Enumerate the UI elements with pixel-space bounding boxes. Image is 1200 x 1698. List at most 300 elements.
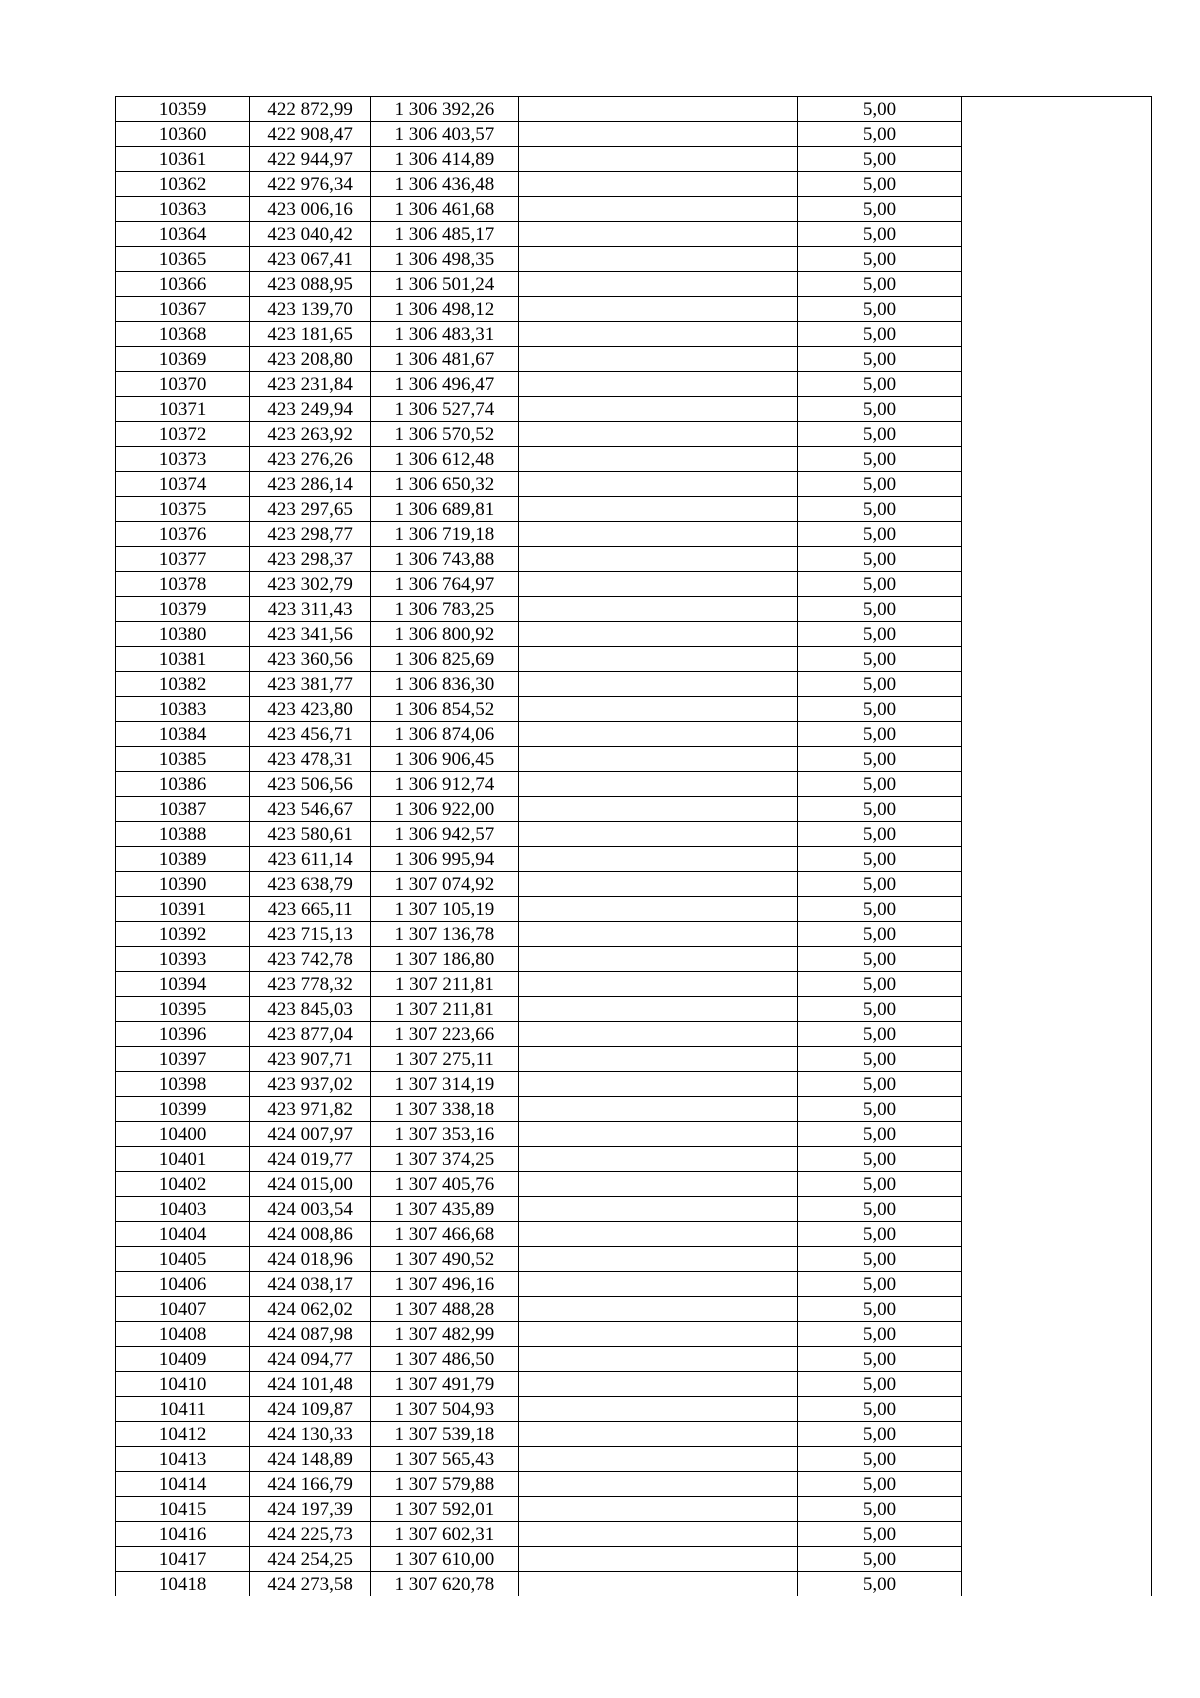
extra-cell: [961, 772, 1151, 797]
extra-cell: [961, 1097, 1151, 1122]
value-cell: 5,00: [798, 1072, 962, 1097]
table-row: [116, 897, 1152, 922]
point-number-cell: 10400: [116, 1122, 250, 1147]
blank-cell: [518, 622, 798, 647]
point-number-cell: 10408: [116, 1322, 250, 1347]
extra-cell: [961, 1547, 1151, 1572]
table-row: [116, 472, 1152, 497]
point-number-cell: 10410: [116, 1372, 250, 1397]
table-row: [116, 1172, 1152, 1197]
x-coordinate-cell: 423 040,42: [250, 222, 371, 247]
x-coordinate-cell: 423 778,32: [250, 972, 371, 997]
y-coordinate-cell: 1 307 211,81: [371, 997, 518, 1022]
value-cell: 5,00: [798, 1422, 962, 1447]
blank-cell: [518, 797, 798, 822]
table-row: [116, 347, 1152, 372]
value-cell: 5,00: [798, 1372, 962, 1397]
point-number-cell: 10376: [116, 522, 250, 547]
extra-cell: [961, 222, 1151, 247]
table-row: [116, 1472, 1152, 1497]
table-row: [116, 597, 1152, 622]
x-coordinate-cell: 424 225,73: [250, 1522, 371, 1547]
value-cell: 5,00: [798, 347, 962, 372]
point-number-cell: 10388: [116, 822, 250, 847]
table-row: [116, 297, 1152, 322]
table-row: [116, 1397, 1152, 1422]
x-coordinate-cell: 423 276,26: [250, 447, 371, 472]
blank-cell: [518, 1222, 798, 1247]
extra-cell: [961, 1247, 1151, 1272]
x-coordinate-cell: 423 478,31: [250, 747, 371, 772]
value-cell: 5,00: [798, 497, 962, 522]
x-coordinate-cell: 423 638,79: [250, 872, 371, 897]
x-coordinate-cell: 423 311,43: [250, 597, 371, 622]
value-cell: 5,00: [798, 1097, 962, 1122]
blank-cell: [518, 572, 798, 597]
point-number-cell: 10377: [116, 547, 250, 572]
extra-cell: [961, 797, 1151, 822]
x-coordinate-cell: 423 877,04: [250, 1022, 371, 1047]
value-cell: 5,00: [798, 397, 962, 422]
x-coordinate-cell: 424 019,77: [250, 1147, 371, 1172]
value-cell: 5,00: [798, 247, 962, 272]
x-coordinate-cell: 423 742,78: [250, 947, 371, 972]
extra-cell: [961, 147, 1151, 172]
y-coordinate-cell: 1 307 488,28: [371, 1297, 518, 1322]
blank-cell: [518, 1272, 798, 1297]
x-coordinate-cell: 423 937,02: [250, 1072, 371, 1097]
table-row: [116, 747, 1152, 772]
table-row: [116, 797, 1152, 822]
table-row: [116, 697, 1152, 722]
x-coordinate-cell: 424 018,96: [250, 1247, 371, 1272]
point-number-cell: 10390: [116, 872, 250, 897]
blank-cell: [518, 1447, 798, 1472]
table-row: [116, 147, 1152, 172]
point-number-cell: 10360: [116, 122, 250, 147]
y-coordinate-cell: 1 307 275,11: [371, 1047, 518, 1072]
blank-cell: [518, 447, 798, 472]
blank-cell: [518, 1047, 798, 1072]
extra-cell: [961, 472, 1151, 497]
y-coordinate-cell: 1 306 942,57: [371, 822, 518, 847]
table-row: [116, 1447, 1152, 1472]
point-number-cell: 10399: [116, 1097, 250, 1122]
extra-cell: [961, 1022, 1151, 1047]
blank-cell: [518, 522, 798, 547]
table-row: [116, 722, 1152, 747]
extra-cell: [961, 1497, 1151, 1522]
y-coordinate-cell: 1 307 504,93: [371, 1397, 518, 1422]
extra-cell: [961, 572, 1151, 597]
table-row: [116, 1122, 1152, 1147]
point-number-cell: 10372: [116, 422, 250, 447]
y-coordinate-cell: 1 307 211,81: [371, 972, 518, 997]
value-cell: 5,00: [798, 922, 962, 947]
blank-cell: [518, 1097, 798, 1122]
x-coordinate-cell: 424 008,86: [250, 1222, 371, 1247]
point-number-cell: 10389: [116, 847, 250, 872]
point-number-cell: 10363: [116, 197, 250, 222]
point-number-cell: 10375: [116, 497, 250, 522]
y-coordinate-cell: 1 306 498,35: [371, 247, 518, 272]
x-coordinate-cell: 422 908,47: [250, 122, 371, 147]
extra-cell: [961, 297, 1151, 322]
y-coordinate-cell: 1 307 405,76: [371, 1172, 518, 1197]
x-coordinate-cell: 424 254,25: [250, 1547, 371, 1572]
y-coordinate-cell: 1 307 602,31: [371, 1522, 518, 1547]
x-coordinate-cell: 423 506,56: [250, 772, 371, 797]
table-row: [116, 1297, 1152, 1322]
extra-cell: [961, 322, 1151, 347]
point-number-cell: 10416: [116, 1522, 250, 1547]
table-row: [116, 922, 1152, 947]
x-coordinate-cell: 423 546,67: [250, 797, 371, 822]
extra-cell: [961, 347, 1151, 372]
y-coordinate-cell: 1 306 689,81: [371, 497, 518, 522]
blank-cell: [518, 272, 798, 297]
y-coordinate-cell: 1 306 501,24: [371, 272, 518, 297]
point-number-cell: 10362: [116, 172, 250, 197]
value-cell: 5,00: [798, 172, 962, 197]
value-cell: 5,00: [798, 1272, 962, 1297]
extra-cell: [961, 1197, 1151, 1222]
value-cell: 5,00: [798, 872, 962, 897]
value-cell: 5,00: [798, 972, 962, 997]
blank-cell: [518, 1297, 798, 1322]
table-row: [116, 772, 1152, 797]
blank-cell: [518, 672, 798, 697]
blank-cell: [518, 922, 798, 947]
point-number-cell: 10395: [116, 997, 250, 1022]
x-coordinate-cell: 422 872,99: [250, 97, 371, 122]
blank-cell: [518, 972, 798, 997]
point-number-cell: 10361: [116, 147, 250, 172]
table-body: [116, 97, 1152, 1597]
blank-cell: [518, 872, 798, 897]
y-coordinate-cell: 1 306 995,94: [371, 847, 518, 872]
blank-cell: [518, 372, 798, 397]
x-coordinate-cell: 423 139,70: [250, 297, 371, 322]
point-number-cell: 10404: [116, 1222, 250, 1247]
point-number-cell: 10414: [116, 1472, 250, 1497]
point-number-cell: 10369: [116, 347, 250, 372]
x-coordinate-cell: 422 944,97: [250, 147, 371, 172]
table-row: [116, 272, 1152, 297]
table-row: [116, 622, 1152, 647]
table-row: [116, 1547, 1152, 1572]
extra-cell: [961, 1372, 1151, 1397]
blank-cell: [518, 1397, 798, 1422]
y-coordinate-cell: 1 307 435,89: [371, 1197, 518, 1222]
value-cell: 5,00: [798, 672, 962, 697]
point-number-cell: 10407: [116, 1297, 250, 1322]
point-number-cell: 10380: [116, 622, 250, 647]
y-coordinate-cell: 1 306 498,12: [371, 297, 518, 322]
point-number-cell: 10382: [116, 672, 250, 697]
value-cell: 5,00: [798, 372, 962, 397]
y-coordinate-cell: 1 307 482,99: [371, 1322, 518, 1347]
blank-cell: [518, 772, 798, 797]
y-coordinate-cell: 1 306 436,48: [371, 172, 518, 197]
extra-cell: [961, 272, 1151, 297]
y-coordinate-cell: 1 306 496,47: [371, 372, 518, 397]
blank-cell: [518, 647, 798, 672]
extra-cell: [961, 947, 1151, 972]
y-coordinate-cell: 1 307 496,16: [371, 1272, 518, 1297]
y-coordinate-cell: 1 306 783,25: [371, 597, 518, 622]
y-coordinate-cell: 1 307 466,68: [371, 1222, 518, 1247]
blank-cell: [518, 1522, 798, 1547]
x-coordinate-cell: 423 263,92: [250, 422, 371, 447]
x-coordinate-cell: 423 208,80: [250, 347, 371, 372]
table-row: [116, 547, 1152, 572]
blank-cell: [518, 1472, 798, 1497]
x-coordinate-cell: 423 231,84: [250, 372, 371, 397]
table-row: [116, 572, 1152, 597]
y-coordinate-cell: 1 306 461,68: [371, 197, 518, 222]
point-number-cell: 10415: [116, 1497, 250, 1522]
value-cell: 5,00: [798, 272, 962, 297]
table-row: [116, 1097, 1152, 1122]
blank-cell: [518, 122, 798, 147]
point-number-cell: 10392: [116, 922, 250, 947]
blank-cell: [518, 847, 798, 872]
x-coordinate-cell: 423 298,77: [250, 522, 371, 547]
x-coordinate-cell: 424 038,17: [250, 1272, 371, 1297]
value-cell: 5,00: [798, 1047, 962, 1072]
blank-cell: [518, 1572, 798, 1597]
value-cell: 5,00: [798, 547, 962, 572]
blank-cell: [518, 1147, 798, 1172]
blank-cell: [518, 1247, 798, 1272]
x-coordinate-cell: 423 845,03: [250, 997, 371, 1022]
point-number-cell: 10405: [116, 1247, 250, 1272]
extra-cell: [961, 597, 1151, 622]
extra-cell: [961, 97, 1151, 122]
x-coordinate-cell: 423 665,11: [250, 897, 371, 922]
y-coordinate-cell: 1 306 485,17: [371, 222, 518, 247]
blank-cell: [518, 97, 798, 122]
point-number-cell: 10364: [116, 222, 250, 247]
extra-cell: [961, 1422, 1151, 1447]
extra-cell: [961, 622, 1151, 647]
point-number-cell: 10418: [116, 1572, 250, 1597]
value-cell: 5,00: [798, 722, 962, 747]
x-coordinate-cell: 423 715,13: [250, 922, 371, 947]
value-cell: 5,00: [798, 1222, 962, 1247]
table-row: [116, 97, 1152, 122]
value-cell: 5,00: [798, 1172, 962, 1197]
x-coordinate-cell: 423 302,79: [250, 572, 371, 597]
blank-cell: [518, 747, 798, 772]
table-row: [116, 1247, 1152, 1272]
blank-cell: [518, 722, 798, 747]
blank-cell: [518, 222, 798, 247]
y-coordinate-cell: 1 307 105,19: [371, 897, 518, 922]
blank-cell: [518, 1122, 798, 1147]
y-coordinate-cell: 1 306 650,32: [371, 472, 518, 497]
blank-cell: [518, 497, 798, 522]
blank-cell: [518, 172, 798, 197]
x-coordinate-cell: 423 360,56: [250, 647, 371, 672]
y-coordinate-cell: 1 307 539,18: [371, 1422, 518, 1447]
extra-cell: [961, 497, 1151, 522]
extra-cell: [961, 697, 1151, 722]
extra-cell: [961, 722, 1151, 747]
value-cell: 5,00: [798, 522, 962, 547]
value-cell: 5,00: [798, 822, 962, 847]
extra-cell: [961, 672, 1151, 697]
y-coordinate-cell: 1 306 481,67: [371, 347, 518, 372]
value-cell: 5,00: [798, 897, 962, 922]
extra-cell: [961, 647, 1151, 672]
x-coordinate-cell: 423 006,16: [250, 197, 371, 222]
y-coordinate-cell: 1 306 906,45: [371, 747, 518, 772]
blank-cell: [518, 322, 798, 347]
blank-cell: [518, 247, 798, 272]
y-coordinate-cell: 1 306 392,26: [371, 97, 518, 122]
blank-cell: [518, 1372, 798, 1397]
blank-cell: [518, 947, 798, 972]
y-coordinate-cell: 1 306 403,57: [371, 122, 518, 147]
table-row: [116, 1197, 1152, 1222]
y-coordinate-cell: 1 306 854,52: [371, 697, 518, 722]
value-cell: 5,00: [798, 197, 962, 222]
table-row: [116, 1372, 1152, 1397]
value-cell: 5,00: [798, 997, 962, 1022]
value-cell: 5,00: [798, 597, 962, 622]
extra-cell: [961, 1122, 1151, 1147]
value-cell: 5,00: [798, 647, 962, 672]
extra-cell: [961, 997, 1151, 1022]
table-row: [116, 672, 1152, 697]
extra-cell: [961, 1222, 1151, 1247]
value-cell: 5,00: [798, 1197, 962, 1222]
point-number-cell: 10409: [116, 1347, 250, 1372]
point-number-cell: 10367: [116, 297, 250, 322]
table-row: [116, 197, 1152, 222]
extra-cell: [961, 1297, 1151, 1322]
blank-cell: [518, 347, 798, 372]
extra-cell: [961, 197, 1151, 222]
y-coordinate-cell: 1 306 922,00: [371, 797, 518, 822]
y-coordinate-cell: 1 306 483,31: [371, 322, 518, 347]
x-coordinate-cell: 424 101,48: [250, 1372, 371, 1397]
point-number-cell: 10373: [116, 447, 250, 472]
point-number-cell: 10365: [116, 247, 250, 272]
value-cell: 5,00: [798, 322, 962, 347]
y-coordinate-cell: 1 307 074,92: [371, 872, 518, 897]
y-coordinate-cell: 1 307 565,43: [371, 1447, 518, 1472]
value-cell: 5,00: [798, 1322, 962, 1347]
value-cell: 5,00: [798, 1022, 962, 1047]
value-cell: 5,00: [798, 1522, 962, 1547]
extra-cell: [961, 1347, 1151, 1372]
point-number-cell: 10391: [116, 897, 250, 922]
value-cell: 5,00: [798, 1397, 962, 1422]
y-coordinate-cell: 1 307 579,88: [371, 1472, 518, 1497]
point-number-cell: 10386: [116, 772, 250, 797]
blank-cell: [518, 1347, 798, 1372]
extra-cell: [961, 1072, 1151, 1097]
y-coordinate-cell: 1 307 353,16: [371, 1122, 518, 1147]
table-row: [116, 222, 1152, 247]
value-cell: 5,00: [798, 847, 962, 872]
value-cell: 5,00: [798, 747, 962, 772]
table-row: [116, 822, 1152, 847]
table-row: [116, 322, 1152, 347]
point-number-cell: 10381: [116, 647, 250, 672]
blank-cell: [518, 197, 798, 222]
point-number-cell: 10396: [116, 1022, 250, 1047]
extra-cell: [961, 522, 1151, 547]
point-number-cell: 10385: [116, 747, 250, 772]
extra-cell: [961, 922, 1151, 947]
y-coordinate-cell: 1 307 374,25: [371, 1147, 518, 1172]
y-coordinate-cell: 1 306 719,18: [371, 522, 518, 547]
table-row: [116, 1522, 1152, 1547]
point-number-cell: 10384: [116, 722, 250, 747]
y-coordinate-cell: 1 307 491,79: [371, 1372, 518, 1397]
blank-cell: [518, 1197, 798, 1222]
extra-cell: [961, 172, 1151, 197]
table-row: [116, 872, 1152, 897]
table-row: [116, 1572, 1152, 1597]
blank-cell: [518, 997, 798, 1022]
blank-cell: [518, 297, 798, 322]
value-cell: 5,00: [798, 572, 962, 597]
blank-cell: [518, 1547, 798, 1572]
extra-cell: [961, 972, 1151, 997]
point-number-cell: 10401: [116, 1147, 250, 1172]
y-coordinate-cell: 1 307 186,80: [371, 947, 518, 972]
blank-cell: [518, 1022, 798, 1047]
value-cell: 5,00: [798, 97, 962, 122]
point-number-cell: 10398: [116, 1072, 250, 1097]
table-row: [116, 422, 1152, 447]
table-row: [116, 647, 1152, 672]
y-coordinate-cell: 1 306 912,74: [371, 772, 518, 797]
x-coordinate-cell: 424 109,87: [250, 1397, 371, 1422]
table-row: [116, 1272, 1152, 1297]
table-row: [116, 1422, 1152, 1447]
x-coordinate-cell: 423 297,65: [250, 497, 371, 522]
x-coordinate-cell: 423 088,95: [250, 272, 371, 297]
x-coordinate-cell: 424 148,89: [250, 1447, 371, 1472]
table-row: [116, 847, 1152, 872]
point-number-cell: 10371: [116, 397, 250, 422]
extra-cell: [961, 547, 1151, 572]
blank-cell: [518, 147, 798, 172]
y-coordinate-cell: 1 306 612,48: [371, 447, 518, 472]
blank-cell: [518, 547, 798, 572]
y-coordinate-cell: 1 307 314,19: [371, 1072, 518, 1097]
blank-cell: [518, 1172, 798, 1197]
y-coordinate-cell: 1 306 570,52: [371, 422, 518, 447]
x-coordinate-cell: 424 003,54: [250, 1197, 371, 1222]
y-coordinate-cell: 1 306 743,88: [371, 547, 518, 572]
table-row: [116, 1072, 1152, 1097]
table-row: [116, 447, 1152, 472]
value-cell: 5,00: [798, 697, 962, 722]
extra-cell: [961, 1147, 1151, 1172]
point-number-cell: 10411: [116, 1397, 250, 1422]
value-cell: 5,00: [798, 422, 962, 447]
x-coordinate-cell: 424 015,00: [250, 1172, 371, 1197]
blank-cell: [518, 472, 798, 497]
table-row: [116, 1222, 1152, 1247]
